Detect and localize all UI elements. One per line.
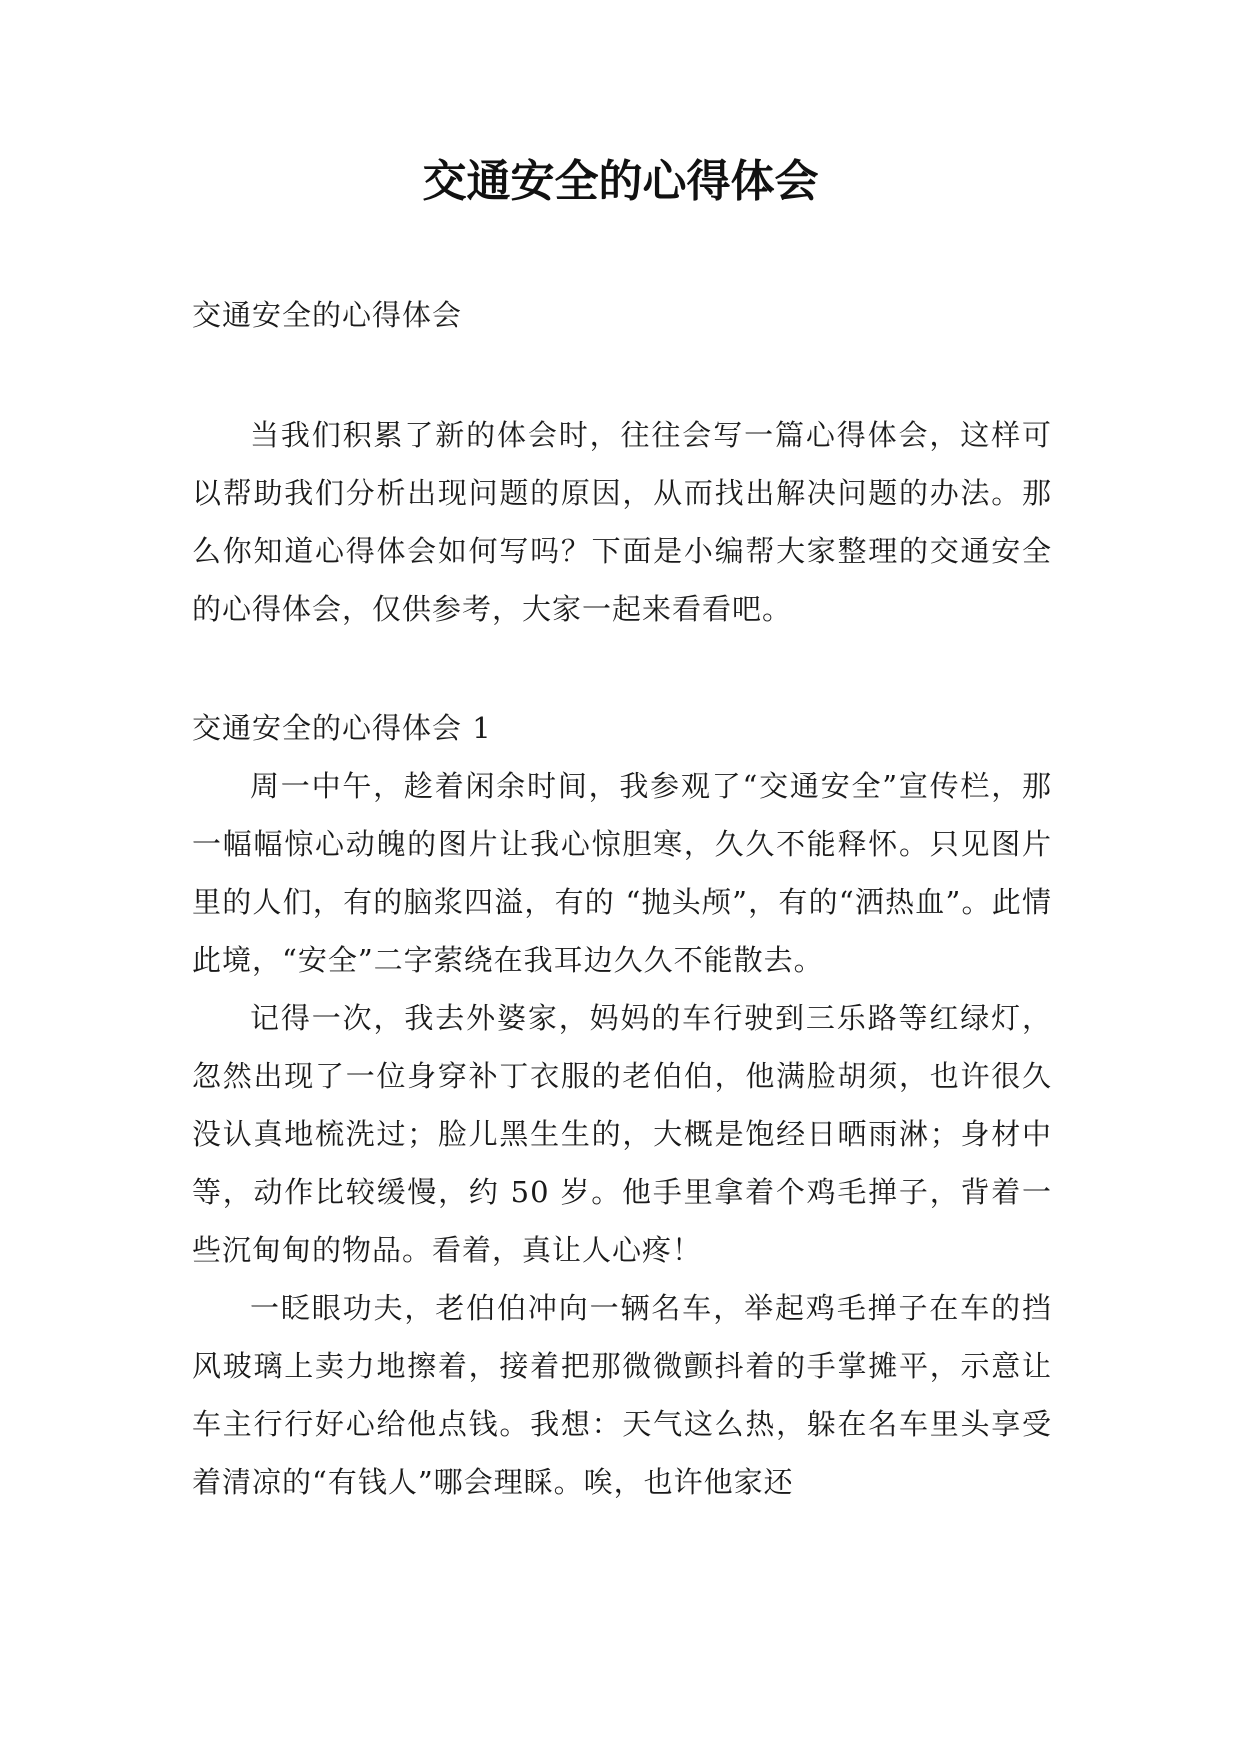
document-subtitle: 交通安全的心得体会 — [192, 298, 463, 332]
body-paragraph: 周一中午，趁着闲余时间，我参观了“交通安全”宣传栏，那一幅幅惊心动魄的图片让我心惊胆寒，久久不能释怀。只见图片里的人们，有的脑浆四溢，有的 “抛头颅”，有的“洒热血”。此情此境，“安全”二字萦绕在我耳边久久不能散去。 — [192, 769, 1052, 977]
document-title: 交通安全的心得体会 — [422, 156, 819, 207]
body-paragraph: 一眨眼功夫，老伯伯冲向一辆名车，举起鸡毛掸子在车的挡风玻璃上卖力地擦着，接着把那微微颤抖着的手掌摊平，示意让车主行行好心给他点钱。我想：天气这么热，躲在名车里头享受着清凉的“有钱人”哪会理睬。唉，也许他家还 — [192, 1291, 1052, 1499]
section-heading: 交通安全的心得体会 1 — [192, 711, 492, 745]
section-body — [192, 757, 1052, 1511]
body-paragraph: 记得一次，我去外婆家，妈妈的车行驶到三乐路等红绿灯，忽然出现了一位身穿补丁衣服的老伯伯，他满脸胡须，也许很久没认真地梳洗过；脸儿黑生生的，大概是饱经日晒雨淋；身材中等，动作比较缓慢，约 50 岁。他手里拿着个鸡毛掸子，背着一些沉甸甸的物品。看着，真让人心疼！ — [192, 1001, 1052, 1267]
intro-paragraph: 当我们积累了新的体会时，往往会写一篇心得体会，这样可以帮助我们分析出现问题的原因，从而找出解决问题的办法。那么你知道心得体会如何写吗？下面是小编帮大家整理的交通安全的心得体会，仅供参考，大家一起来看看吧。 — [192, 418, 1052, 626]
